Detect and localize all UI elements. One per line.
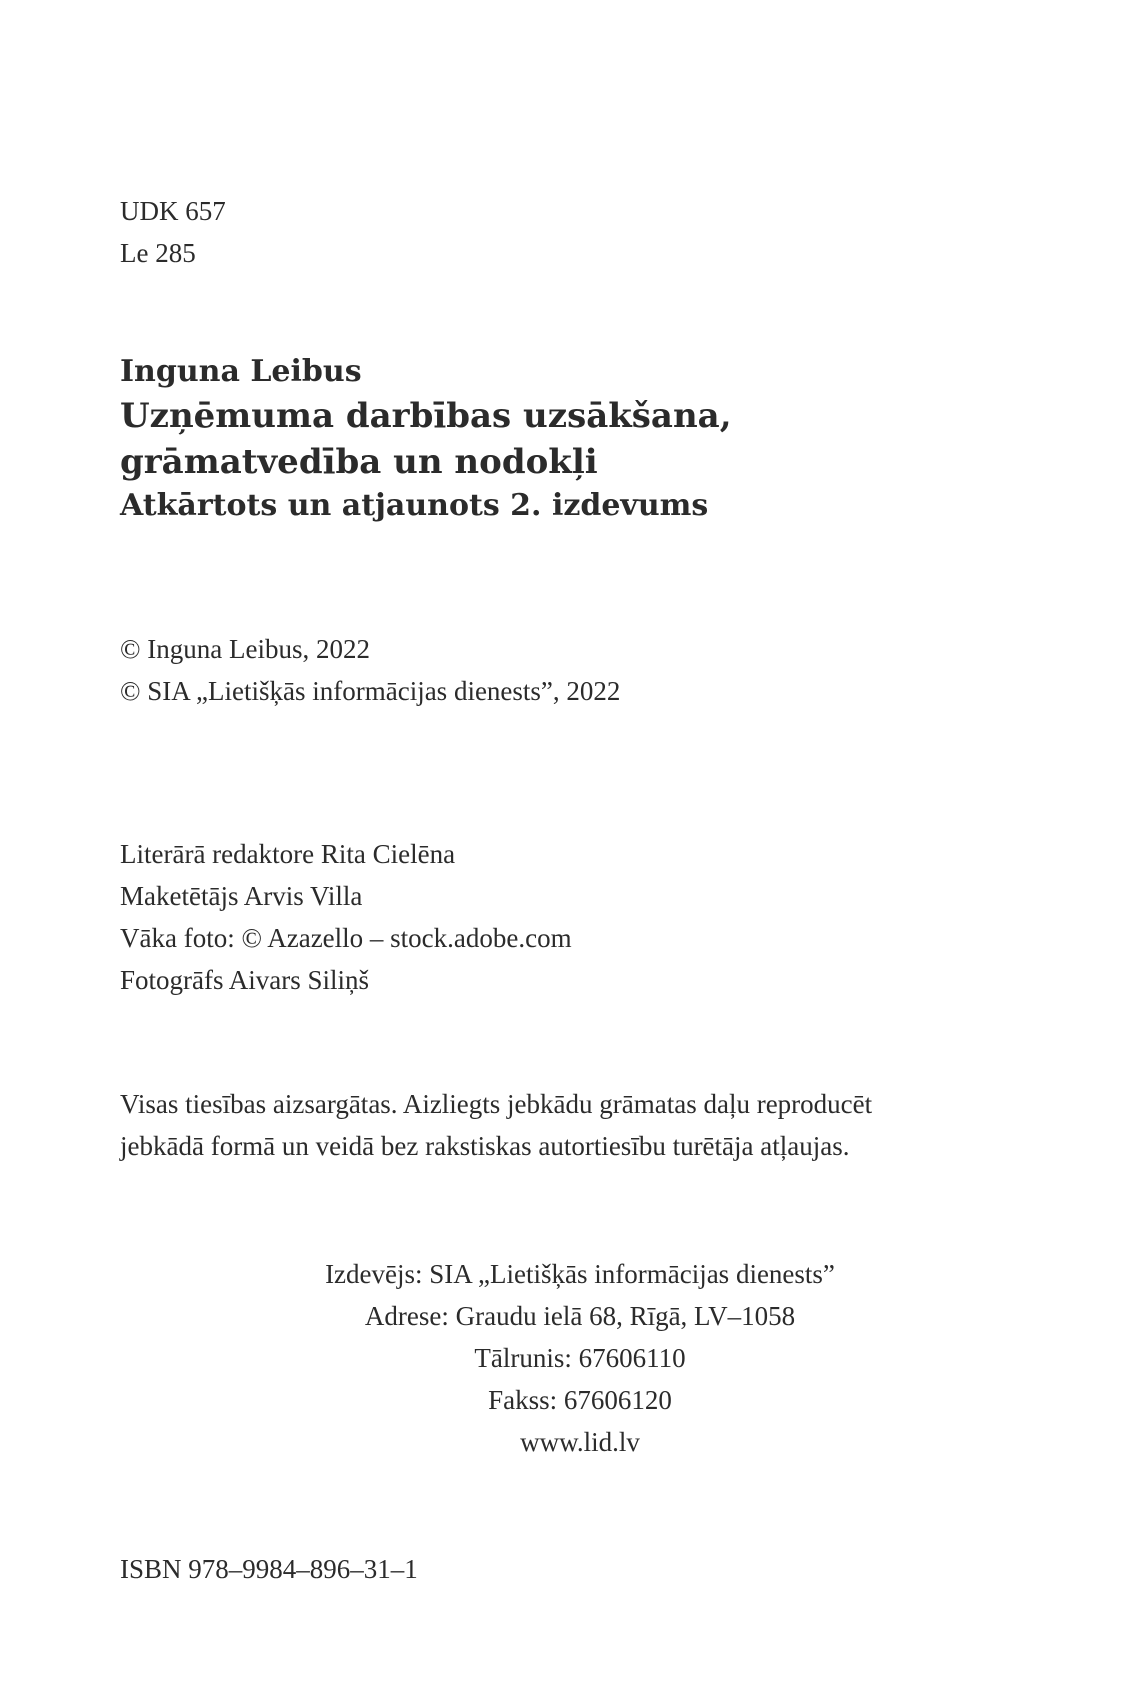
book-title-line-2: grāmatvedība un nodokļi	[120, 442, 598, 482]
book-title-line-1: Uzņēmuma darbības uzsākšana,	[120, 396, 732, 436]
credit-cover-photo: Vāka foto: © Azazello – stock.adobe.com	[120, 923, 572, 953]
copyright-block	[120, 628, 620, 712]
rights-line-1: Visas tiesības aizsargātas. Aizliegts jebkādu grāmatas daļu reproducēt	[120, 1089, 873, 1119]
publisher-fax: Fakss: 67606120	[488, 1385, 672, 1415]
copyright-author: © Inguna Leibus, 2022	[120, 634, 370, 664]
copyright-publisher: © SIA „Lietišķās informācijas dienests”, 2022	[120, 676, 621, 706]
publisher-name: Izdevējs: SIA „Lietišķās informācijas dienests”	[325, 1259, 835, 1289]
publisher-block	[120, 1253, 1040, 1463]
classification-block	[120, 190, 226, 274]
publisher-address: Adrese: Graudu ielā 68, Rīgā, LV–1058	[364, 1301, 796, 1331]
title-block	[120, 351, 732, 527]
credits-block	[120, 833, 572, 1001]
publisher-phone: Tālrunis: 67606110	[474, 1343, 686, 1373]
udk-code: UDK 657	[120, 196, 226, 226]
publisher-website: www.lid.lv	[520, 1427, 640, 1457]
author-code: Le 285	[120, 238, 196, 268]
credit-editor: Literārā redaktore Rita Cielēna	[120, 839, 456, 869]
rights-line-2: jebkādā formā un veidā bez rakstiskas autortiesību turētāja atļaujas.	[120, 1131, 850, 1161]
isbn-block	[120, 1548, 418, 1590]
credit-photographer: Fotogrāfs Aivars Siliņš	[120, 965, 370, 995]
author-name: Inguna Leibus	[120, 354, 362, 389]
edition-note: Atkārtots un atjaunots 2. izdevums	[120, 488, 709, 523]
credit-layout: Maketētājs Arvis Villa	[120, 881, 363, 911]
rights-block	[120, 1083, 872, 1167]
isbn: ISBN 978–9984–896–31–1	[120, 1554, 418, 1584]
